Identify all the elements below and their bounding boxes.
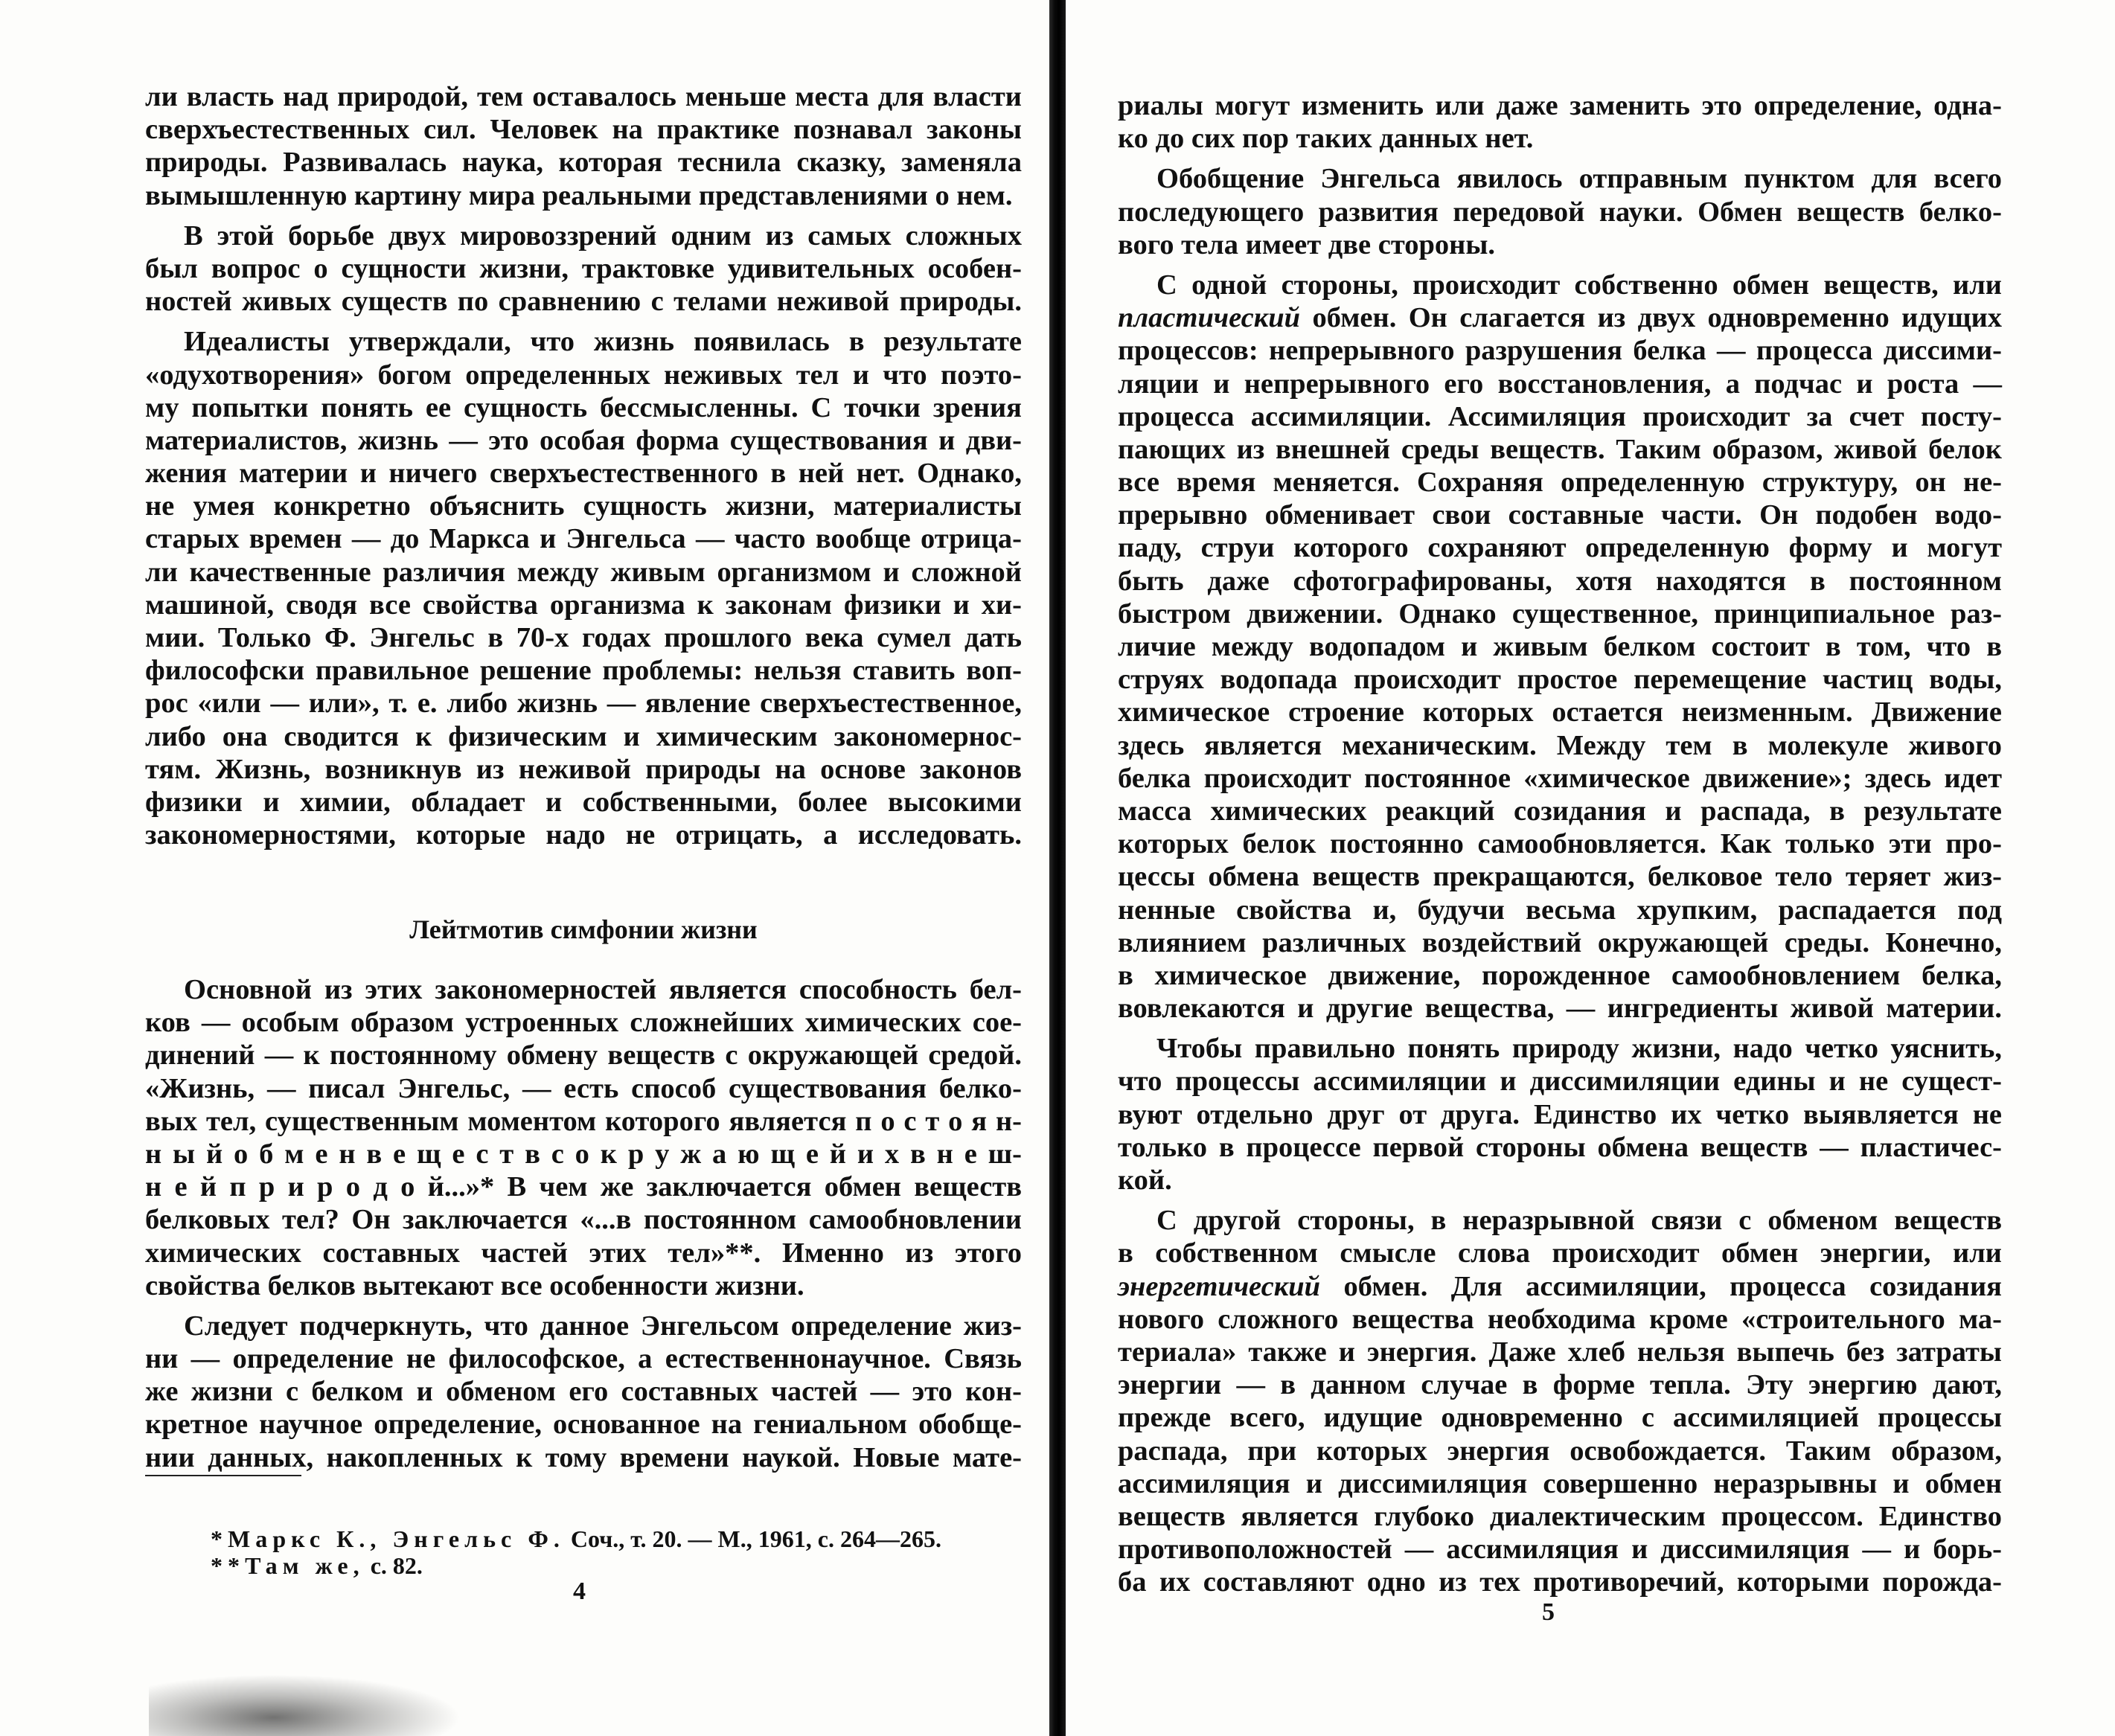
text-line: Чтобы правильно понять природу жизни, надо четко уяснить, xyxy=(1156,1033,2002,1065)
left-page-body xyxy=(145,80,1022,851)
text-line: мии. Только Ф. Энгельс в 70-х годах прошлого века сумел дать xyxy=(145,622,1022,653)
text-line: быстром движении. Однако существенное, принципиальное раз- xyxy=(1118,598,2002,630)
text-line: «одухотворения» богом определенных неживых тел и что поэто- xyxy=(145,359,1022,391)
text-line: в химическое движение, порожденное самообновлением белка, xyxy=(1118,959,2002,991)
page-scuff-mark xyxy=(149,1674,461,1736)
text-line: ли власть над природой, тем оставалось меньше места для власти xyxy=(145,81,1022,112)
right-paragraph-3 xyxy=(1118,269,2002,1025)
text-line: ко до сих пор таких данных нет. xyxy=(1118,123,1534,155)
text-line xyxy=(1118,1270,2002,1303)
text-line: Основной из этих закономерностей является способность бел- xyxy=(184,974,1022,1005)
footnote-1-source: Соч., т. 20. — М., 1961, с. 264—265. xyxy=(570,1525,941,1552)
text-line: старых времен — до Маркса и Энгельса — часто вообще отрица- xyxy=(145,523,1022,555)
page-number-left: 4 xyxy=(573,1578,586,1605)
left-page-body-2 xyxy=(145,973,1022,1474)
text-line: ностей живых существ по сравнению с телами неживой природы. xyxy=(145,286,1022,318)
section-heading: Лейтмотив симфонии жизни xyxy=(409,915,758,944)
text-line: нии данных, накопленных к тому времени наукой. Новые мате- xyxy=(145,1441,1022,1473)
text-fragment: обмен. Для ассимиляции, процесса созидания xyxy=(1320,1270,2002,1302)
left-paragraph-2 xyxy=(145,220,1022,318)
text-line: ассимиляция и диссимиляция совершенно неразрывны и обмен xyxy=(1118,1467,2002,1499)
text-line: быть даже сфотографированы, хотя находятся в постоянном xyxy=(1118,565,2002,597)
footnote-rule xyxy=(145,1475,301,1476)
left-paragraph-3 xyxy=(145,325,1022,851)
text-line: В этой борьбе двух мировоззрений одним из самых сложных xyxy=(184,220,1022,252)
text-line: химических составных частей этих тел»**. Именно из этого xyxy=(145,1237,1022,1269)
text-line: ба их составляют одно из тех противоречий, которыми порожда- xyxy=(1118,1566,2002,1598)
text-line: материалистов, жизнь — это особая форма существования и дви- xyxy=(145,424,1022,456)
text-line: ли качественные различия между живым организмом и сложной xyxy=(145,556,1022,588)
text-line: белковых тел? Он заключается «...в постоянном самообновлении xyxy=(145,1204,1022,1236)
right-paragraph-5-cont xyxy=(1118,1303,2002,1599)
text-line: процессов: непрерывного разрушения белка — процесса диссими- xyxy=(1118,335,2002,367)
italic-term: пластический xyxy=(1118,302,1301,334)
text-line: Обобщение Энгельса явилось отправным пунктом для всего xyxy=(1156,163,2002,195)
text-line: динений — к постоянному обмену веществ с окружающей средой. xyxy=(145,1040,1022,1072)
text-line: вовлекаются и другие вещества, — ингредиенты живой материи. xyxy=(1118,993,2002,1025)
text-line: химическое строение которых остается неизменным. Движение xyxy=(1118,696,2002,728)
text-line: же жизни с белком и обменом его составных частей — это кон- xyxy=(145,1376,1022,1408)
text-line: машиной, сводя все свойства организма к законам физики и хи- xyxy=(145,589,1022,621)
text-line: которых белок постоянно самообновляется. Как только эти про- xyxy=(1118,828,2002,860)
text-line: н ы й о б м е н в е щ е с т в с о к р у ж а ю щ е й и х в н е ш- xyxy=(145,1138,1022,1170)
left-page xyxy=(0,0,1049,1736)
text-line: в собственном смысле слова происходит обмен энергии, или xyxy=(1118,1237,2002,1269)
text-line: масса химических реакций созидания и распада, в результате xyxy=(1118,795,2002,827)
text-line: струях водопада происходит простое перемещение частиц воды, xyxy=(1118,664,2002,696)
text-line: здесь является механическим. Между тем в молекуле живого xyxy=(1118,729,2002,761)
text-line: либо она сводится к физическим и химическим закономернос- xyxy=(145,720,1022,752)
text-line: вого тела имеет две стороны. xyxy=(1118,228,1496,260)
text-line: кретное научное определение, основанное на гениальном обобще- xyxy=(145,1409,1022,1441)
text-line: противоположностей — ассимиляция и диссимиляция — и борь- xyxy=(1118,1534,2002,1566)
footnote-2-author: **Там же, xyxy=(211,1552,365,1579)
right-paragraph-2 xyxy=(1118,162,2002,261)
text-line: вуют отдельно друг от друга. Единство их четко выявляется не xyxy=(1118,1098,2002,1130)
text-line: ненные свойства и, будучи весьма хрупким, распадается под xyxy=(1118,894,2002,926)
right-paragraph-1 xyxy=(1118,89,2002,155)
page-number-right: 5 xyxy=(1542,1598,1555,1626)
text-line: процесса ассимиляции. Ассимиляция происходит за счет посту- xyxy=(1118,400,2002,432)
italic-term: энергетический xyxy=(1118,1270,1321,1302)
text-line: пающих из внешней среды веществ. Таким образом, живой белок xyxy=(1118,433,2002,465)
text-line: жения материи и ничего сверхъестественного в ней нет. Однако, xyxy=(145,458,1022,490)
right-page xyxy=(1066,0,2115,1736)
footnote-1-author: *Маркс К., Энгельс Ф. xyxy=(211,1525,565,1552)
text-line: ни — определение не философское, а естественнонаучное. Связь xyxy=(145,1343,1022,1375)
text-line: распада, при которых энергия освобождается. Таким образом, xyxy=(1118,1435,2002,1467)
text-line: все время меняется. Сохраняя определенную структуру, он не- xyxy=(1118,467,2002,499)
text-line: был вопрос о сущности жизни, трактовке удивительных особен- xyxy=(145,252,1022,284)
left-paragraph-5 xyxy=(145,1310,1022,1474)
text-line: природы. Развивалась наука, которая теснила сказку, заменяла xyxy=(145,147,1022,179)
text-line: н е й п р и р о д о й...»* В чем же заключается обмен веществ xyxy=(145,1171,1022,1203)
footnote-2-source: с. 82. xyxy=(370,1552,423,1579)
text-line: нового сложного вещества необходима кроме «строительного ма- xyxy=(1118,1303,2002,1335)
text-line: белка происходит постоянное «химическое движение»; здесь идет xyxy=(1118,762,2002,794)
text-line: не умея конкретно объяснить сущность жизни, материалисты xyxy=(145,490,1022,522)
text-line: вымышленную картину мира реальными представлениями о нем. xyxy=(145,179,1013,211)
text-line: прерывно обменивает свои составные части. Он подобен водо- xyxy=(1118,499,2002,531)
text-fragment: обмен. Он слагается из двух одновременно идущих xyxy=(1300,302,2002,334)
text-line: ков — особым образом устроенных сложнейших химических сое- xyxy=(145,1007,1022,1039)
text-line: кой. xyxy=(1118,1165,1172,1196)
text-line: физики и химии, обладает и собственными, более высокими xyxy=(145,786,1022,818)
text-line: свойства белков вытекают все особенности жизни. xyxy=(145,1269,804,1301)
text-line: личие между водопадом и живым белком состоит в том, что в xyxy=(1118,631,2002,662)
text-line: му попытки понять ее сущность бессмысленны. С точки зрения xyxy=(145,391,1022,423)
text-line: ляции и непрерывного его восстановления, а подчас и роста — xyxy=(1118,368,2002,400)
text-line xyxy=(1118,301,2002,334)
left-paragraph-1 xyxy=(145,80,1022,212)
text-line: териала» также и энергия. Даже хлеб нельзя выпечь без затраты xyxy=(1118,1336,2002,1368)
text-line: С другой стороны, в неразрывной связи с обменом веществ xyxy=(1156,1205,2002,1237)
text-line: Следует подчеркнуть, что данное Энгельсом определение жиз- xyxy=(184,1310,1022,1342)
text-line: С одной стороны, происходит собственно обмен веществ, или xyxy=(1156,269,2002,301)
text-line: рос «или — или», т. е. либо жизнь — явление сверхъестественное, xyxy=(145,688,1022,720)
text-line: влиянием различных воздействий окружающей среды. Конечно, xyxy=(1118,926,2002,958)
right-page-body xyxy=(1118,89,2002,1598)
right-paragraph-3-cont xyxy=(1118,334,2002,1025)
text-line: сверхъестественных сил. Человек на практике познавал законы xyxy=(145,114,1022,146)
text-line: Идеалисты утверждали, что жизнь появилась в результате xyxy=(184,326,1022,358)
text-line: энергии — в данном случае в форме тепла. Эту энергию дают, xyxy=(1118,1369,2002,1401)
text-line: вых тел, существенным моментом которого является п о с т о я н- xyxy=(145,1105,1022,1137)
footnote-2 xyxy=(211,1552,1022,1579)
text-line: что процессы ассимиляции и диссимиляции едины и не сущест- xyxy=(1118,1066,2002,1098)
text-line: тям. Жизнь, возникнув из неживой природы на основе законов xyxy=(145,753,1022,785)
text-line: прежде всего, идущие одновременно с ассимиляцией процессы xyxy=(1118,1402,2002,1434)
text-line: последующего развития передовой науки. Обмен веществ белко- xyxy=(1118,196,2002,228)
book-gutter xyxy=(1049,0,1066,1736)
text-line: только в процессе первой стороны обмена веществ — пластичес- xyxy=(1118,1131,2002,1163)
text-line: философски правильное решение проблемы: нельзя ставить воп- xyxy=(145,655,1022,687)
text-line: цессы обмена веществ прекращаются, белковое тело теряет жиз- xyxy=(1118,861,2002,893)
footnotes xyxy=(211,1525,1022,1579)
text-line: риалы могут изменить или даже заменить это определение, одна- xyxy=(1118,90,2002,121)
text-line: закономерностями, которые надо не отрицать, а исследовать. xyxy=(145,819,1022,851)
right-paragraph-5 xyxy=(1118,1204,2002,1598)
footnote-1 xyxy=(211,1525,1022,1552)
text-line: «Жизнь, — писал Энгельс, — есть способ существования белко- xyxy=(145,1072,1022,1104)
right-paragraph-4 xyxy=(1118,1032,2002,1197)
left-paragraph-4 xyxy=(145,973,1022,1302)
text-line: веществ является глубоко диалектическим процессом. Единство xyxy=(1118,1500,2002,1532)
text-line: паду, струи которого сохраняют определенную форму и могут xyxy=(1118,532,2002,564)
